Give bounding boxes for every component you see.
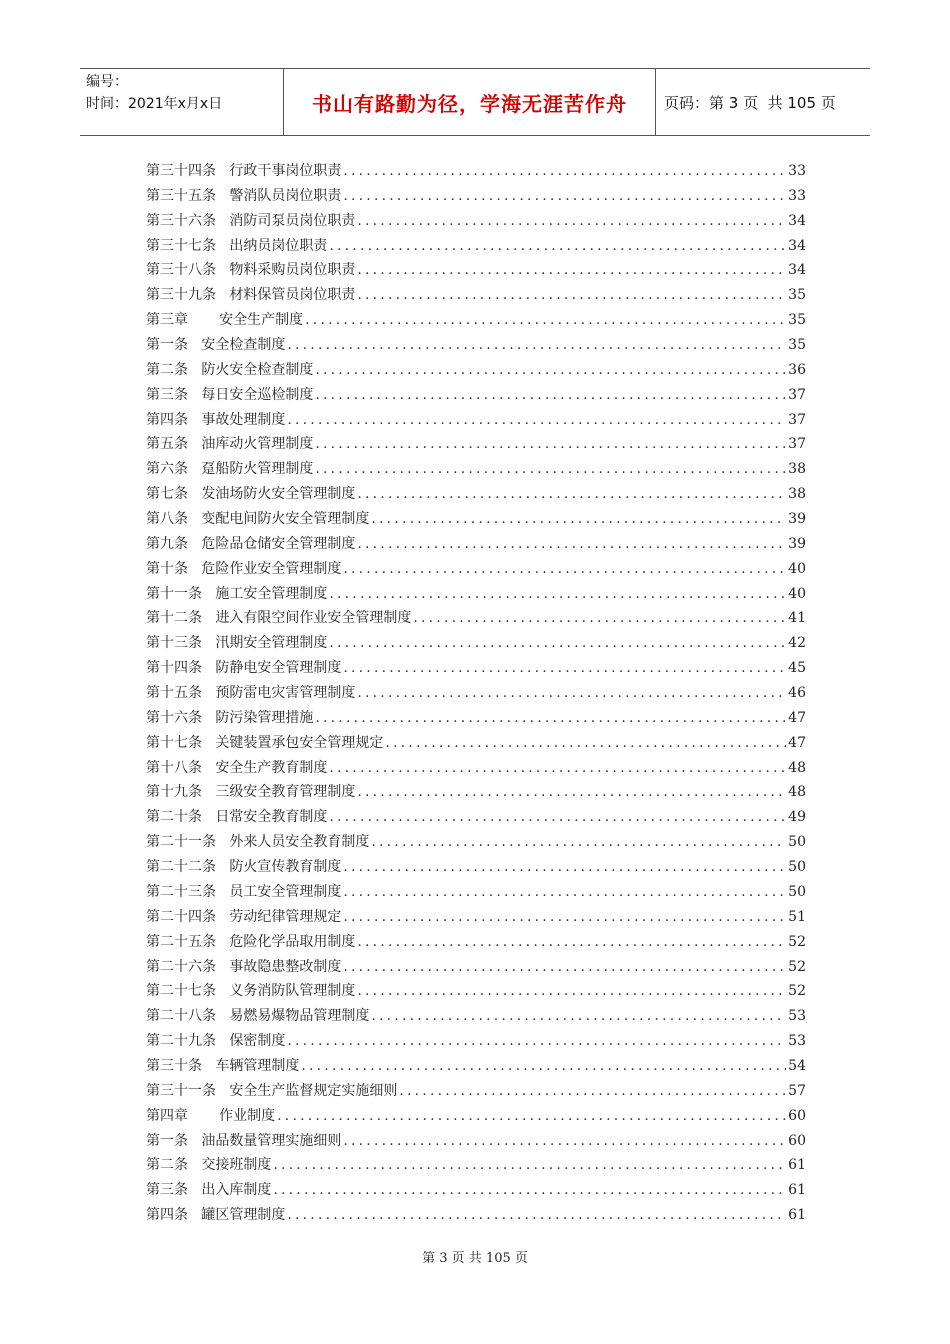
toc-entry-page: 34 [788, 212, 806, 229]
toc-entry-title: 第二十一条 外来人员安全教育制度 [146, 834, 370, 851]
toc-entry-page: 57 [788, 1082, 806, 1099]
toc-entry-page: 37 [788, 386, 806, 403]
toc-entry-title: 第十八条 安全生产教育制度 [146, 759, 328, 776]
toc-entry[interactable] [146, 533, 806, 558]
toc-entry-page: 45 [788, 660, 806, 677]
toc-entry[interactable] [146, 632, 806, 657]
toc-entry-title: 第二条 防火安全检查制度 [146, 361, 314, 378]
toc-entry[interactable] [146, 1154, 806, 1179]
document-date: 时间：2021年x月x日 [86, 96, 223, 112]
toc-dot-leader [287, 412, 786, 428]
toc-dot-leader [357, 213, 786, 229]
toc-dot-leader [385, 735, 786, 751]
toc-dot-leader [287, 337, 786, 353]
toc-entry[interactable] [146, 757, 806, 782]
toc-entry-page: 38 [788, 486, 806, 503]
toc-entry[interactable] [146, 1030, 806, 1055]
toc-entry-title: 第四条 事故处理制度 [146, 411, 286, 428]
toc-entry-page: 39 [788, 511, 806, 528]
toc-entry-title: 第十七条 关键装置承包安全管理规定 [146, 734, 384, 751]
toc-entry-title: 第三十七条 出纳员岗位职责 [146, 237, 328, 254]
toc-entry-title: 第三十一条 安全生产监督规定实施细则 [146, 1082, 398, 1099]
toc-entry-title: 第二十四条 劳动纪律管理规定 [146, 908, 342, 925]
toc-entry-page: 40 [788, 560, 806, 577]
toc-entry-page: 38 [788, 461, 806, 478]
toc-entry[interactable] [146, 707, 806, 732]
toc-entry-page: 61 [788, 1182, 806, 1199]
toc-entry[interactable] [146, 160, 806, 185]
toc-entry-title: 第二十二条 防火宣传教育制度 [146, 859, 342, 876]
toc-entry-page: 34 [788, 237, 806, 254]
document-number-label: 编号： [86, 74, 128, 90]
toc-dot-leader [343, 561, 786, 577]
toc-entry-page: 34 [788, 262, 806, 279]
toc-entry-page: 52 [788, 933, 806, 950]
toc-entry-title: 第一条 油品数量管理实施细则 [146, 1132, 342, 1149]
toc-entry-title: 第二十五条 危险化学品取用制度 [146, 933, 356, 950]
toc-entry[interactable] [146, 409, 806, 434]
toc-entry-title: 第十二条 进入有限空间作业安全管理制度 [146, 610, 412, 627]
toc-entry-page: 36 [788, 361, 806, 378]
toc-entry-page: 60 [788, 1107, 806, 1124]
toc-entry-title: 第二十八条 易燃易爆物品管理制度 [146, 1008, 370, 1025]
toc-dot-leader [329, 635, 786, 651]
toc-entry[interactable] [146, 980, 806, 1005]
toc-entry[interactable] [146, 384, 806, 409]
toc-entry-page: 48 [788, 784, 806, 801]
toc-entry-page: 51 [788, 908, 806, 925]
toc-entry-title: 第十六条 防污染管理措施 [146, 709, 314, 726]
toc-entry-page: 50 [788, 859, 806, 876]
toc-dot-leader [357, 287, 786, 303]
toc-entry[interactable] [146, 956, 806, 981]
toc-entry[interactable] [146, 657, 806, 682]
toc-entry-title: 第五条 油库动火管理制度 [146, 436, 314, 453]
toc-dot-leader [413, 610, 786, 626]
toc-dot-leader [343, 660, 786, 676]
toc-entry-title: 第二十三条 员工安全管理制度 [146, 883, 342, 900]
toc-entry-title: 第十五条 预防雷电灾害管理制度 [146, 685, 356, 702]
toc-entry[interactable] [146, 732, 806, 757]
toc-entry[interactable] [146, 309, 806, 334]
header-motto-cell [284, 69, 656, 135]
toc-entry-title: 第二十条 日常安全教育制度 [146, 809, 328, 826]
toc-dot-leader [305, 312, 786, 328]
toc-dot-leader [357, 784, 786, 800]
toc-entry-page: 33 [788, 163, 806, 179]
toc-entry[interactable] [146, 235, 806, 260]
toc-entry[interactable] [146, 458, 806, 483]
toc-entry[interactable] [146, 682, 806, 707]
toc-dot-leader [371, 834, 786, 850]
toc-dot-leader [343, 909, 786, 925]
toc-entry[interactable] [146, 558, 806, 583]
toc-entry[interactable] [146, 334, 806, 359]
toc-dot-leader [315, 436, 786, 452]
toc-dot-leader [357, 536, 786, 552]
toc-entry[interactable] [146, 583, 806, 608]
toc-entry-page: 35 [788, 312, 806, 329]
page-footer: 第 3 页 共 105 页 [422, 1251, 528, 1266]
toc-entry-title: 第二十六条 事故隐患整改制度 [146, 958, 342, 975]
toc-entry-title: 第十条 危险作业安全管理制度 [146, 560, 342, 577]
toc-entry-title: 第三条 出入库制度 [146, 1182, 272, 1199]
toc-entry-title: 第三十四条 行政干事岗位职责 [146, 163, 342, 179]
toc-entry[interactable] [146, 1204, 806, 1229]
toc-entry-title: 第三十九条 材料保管员岗位职责 [146, 287, 356, 304]
toc-entry[interactable] [146, 856, 806, 881]
toc-entry-title: 第四章 作业制度 [146, 1107, 276, 1124]
toc-dot-leader [329, 760, 786, 776]
toc-entry-title: 第二十七条 义务消防队管理制度 [146, 983, 356, 1000]
toc-entry-title: 第八条 变配电间防火安全管理制度 [146, 511, 370, 528]
toc-dot-leader [343, 959, 786, 975]
toc-dot-leader [357, 262, 786, 278]
toc-entry[interactable] [146, 433, 806, 458]
toc-dot-leader [357, 934, 786, 950]
toc-entry-page: 41 [788, 610, 806, 627]
toc-entry[interactable] [146, 284, 806, 309]
toc-entry[interactable] [146, 1055, 806, 1080]
table-of-contents [146, 160, 806, 1229]
toc-entry-title: 第三十八条 物料采购员岗位职责 [146, 262, 356, 279]
toc-entry-page: 48 [788, 759, 806, 776]
toc-dot-leader [301, 1058, 786, 1074]
toc-entry[interactable] [146, 931, 806, 956]
toc-entry-page: 52 [788, 983, 806, 1000]
toc-dot-leader [273, 1182, 786, 1198]
toc-entry[interactable] [146, 359, 806, 384]
toc-entry-page: 42 [788, 635, 806, 652]
toc-dot-leader [343, 884, 786, 900]
toc-entry-page: 61 [788, 1157, 806, 1174]
toc-dot-leader [315, 710, 786, 726]
toc-entry-title: 第三章 安全生产制度 [146, 312, 304, 329]
toc-entry-page: 35 [788, 337, 806, 354]
toc-entry[interactable] [146, 906, 806, 931]
toc-entry[interactable] [146, 185, 806, 210]
toc-dot-leader [287, 1033, 786, 1049]
toc-dot-leader [329, 238, 786, 254]
toc-dot-leader [343, 188, 786, 204]
toc-entry[interactable] [146, 881, 806, 906]
toc-dot-leader [371, 511, 786, 527]
toc-entry-title: 第三十条 车辆管理制度 [146, 1057, 300, 1074]
toc-entry-page: 37 [788, 411, 806, 428]
toc-entry-page: 54 [788, 1057, 806, 1074]
toc-entry-title: 第十九条 三级安全教育管理制度 [146, 784, 356, 801]
toc-entry[interactable] [146, 806, 806, 831]
toc-dot-leader [329, 809, 786, 825]
toc-entry-title: 第六条 趸船防火管理制度 [146, 461, 314, 478]
toc-entry-page: 37 [788, 436, 806, 453]
toc-entry-page: 47 [788, 734, 806, 751]
toc-entry-page: 47 [788, 709, 806, 726]
toc-entry-title: 第二十九条 保密制度 [146, 1033, 286, 1050]
toc-dot-leader [273, 1157, 786, 1173]
toc-dot-leader [329, 586, 786, 602]
header-motto: 书山有路勤为径，学海无涯苦作舟 [312, 91, 627, 116]
toc-entry-page: 50 [788, 883, 806, 900]
header-page-number: 页码：第 3 页 共 105 页 [664, 93, 836, 112]
toc-dot-leader [357, 983, 786, 999]
toc-entry-page: 39 [788, 535, 806, 552]
toc-dot-leader [287, 1207, 786, 1223]
toc-entry[interactable] [146, 508, 806, 533]
toc-entry-page: 46 [788, 685, 806, 702]
toc-dot-leader [343, 1133, 786, 1149]
toc-entry[interactable] [146, 1080, 806, 1105]
toc-entry-title: 第三十六条 消防司泵员岗位职责 [146, 212, 356, 229]
toc-entry-title: 第十三条 汛期安全管理制度 [146, 635, 328, 652]
toc-entry-page: 49 [788, 809, 806, 826]
toc-dot-leader [277, 1108, 786, 1124]
toc-dot-leader [315, 387, 786, 403]
toc-entry-page: 35 [788, 287, 806, 304]
header-meta [80, 69, 284, 135]
toc-entry-page: 53 [788, 1008, 806, 1025]
toc-entry-title: 第三十五条 警消队员岗位职责 [146, 187, 342, 204]
toc-entry-page: 33 [788, 187, 806, 204]
toc-entry-page: 50 [788, 834, 806, 851]
toc-entry-title: 第九条 危险品仓储安全管理制度 [146, 535, 356, 552]
toc-entry[interactable] [146, 259, 806, 284]
toc-entry[interactable] [146, 831, 806, 856]
toc-entry-title: 第三条 每日安全巡检制度 [146, 386, 314, 403]
toc-entry-title: 第一条 安全检查制度 [146, 337, 286, 354]
toc-dot-leader [399, 1083, 786, 1099]
toc-entry[interactable] [146, 1130, 806, 1155]
header-page-cell [656, 69, 870, 135]
toc-entry-page: 61 [788, 1207, 806, 1224]
toc-entry[interactable] [146, 607, 806, 632]
toc-entry-title: 第七条 发油场防火安全管理制度 [146, 486, 356, 503]
toc-dot-leader [315, 461, 786, 477]
toc-dot-leader [343, 859, 786, 875]
toc-entry[interactable] [146, 210, 806, 235]
toc-entry[interactable] [146, 781, 806, 806]
toc-entry[interactable] [146, 483, 806, 508]
toc-dot-leader [343, 163, 786, 179]
page-header [80, 68, 870, 136]
toc-dot-leader [357, 685, 786, 701]
toc-entry-page: 53 [788, 1033, 806, 1050]
toc-dot-leader [315, 362, 786, 378]
toc-entry-title: 第二条 交接班制度 [146, 1157, 272, 1174]
toc-dot-leader [371, 1008, 786, 1024]
toc-entry-title: 第十一条 施工安全管理制度 [146, 585, 328, 602]
toc-entry[interactable] [146, 1005, 806, 1030]
toc-entry-page: 40 [788, 585, 806, 602]
toc-entry-title: 第四条 罐区管理制度 [146, 1207, 286, 1224]
toc-entry-page: 52 [788, 958, 806, 975]
toc-dot-leader [357, 486, 786, 502]
toc-entry[interactable] [146, 1105, 806, 1130]
toc-entry[interactable] [146, 1179, 806, 1204]
toc-entry-title: 第十四条 防静电安全管理制度 [146, 660, 342, 677]
toc-entry-page: 60 [788, 1132, 806, 1149]
